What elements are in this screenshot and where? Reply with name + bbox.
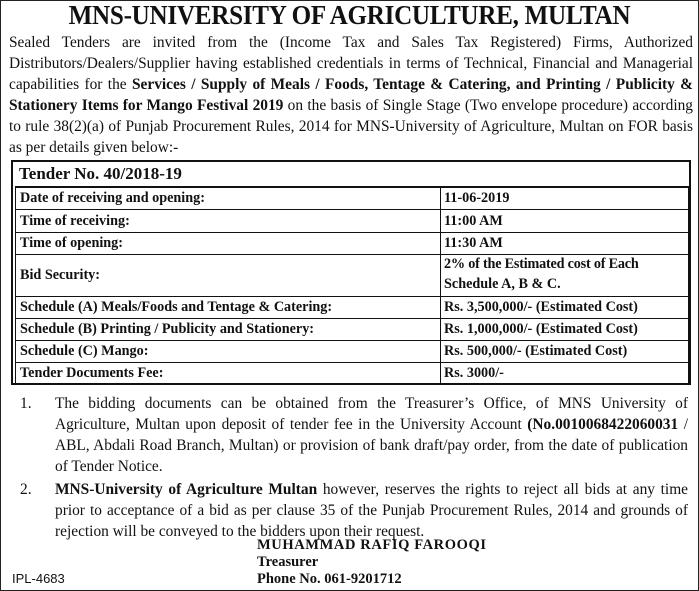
intro-paragraph — [9, 32, 693, 158]
signatory-designation: Treasurer — [257, 554, 319, 570]
tender-table — [11, 160, 691, 385]
table-row — [16, 340, 690, 362]
table-row — [16, 209, 690, 232]
row-label: Time of opening: — [20, 235, 123, 251]
table-row — [16, 254, 690, 296]
list-item — [20, 393, 688, 477]
intro-bold-services: Services / Supply of Meals / Foods, Tentage & Catering, and Printing / Publicity & Stationery Items for Mango Festival 2019 — [9, 76, 693, 114]
row-label: Date of receiving and opening: — [20, 190, 205, 206]
ipl-code: IPL-4683 — [12, 571, 65, 586]
page-title: MNS-UNIVERSITY OF AGRICULTURE, MULTAN — [68, 0, 631, 30]
row-label: Time of receiving: — [20, 213, 130, 229]
list-number: 2. — [20, 481, 32, 498]
list-number: 1. — [20, 395, 32, 412]
table-row — [16, 232, 690, 254]
list-item — [20, 479, 688, 542]
row-value: 11-06-2019 — [444, 190, 510, 206]
row-label: Schedule (B) Printing / Publicity and Stationery: — [20, 321, 315, 337]
row-label: Bid Security: — [20, 267, 100, 283]
note-university-name: MNS-University of Agriculture Multan — [55, 481, 318, 498]
intro-text-2: on the basis of Single Stage (Two envelope procedure) according to rule 38(2)(a) of Punjab Procurement Rules, 2014 for MNS-University of Agriculture, Multan on FOR basis as per details given below:- — [9, 97, 693, 156]
note-text-2: / ABL, Abdali Road Branch, Multan) or provision of bank draft/pay order, from the date of publication of Tender Notice. — [55, 416, 688, 475]
row-value-line2: Schedule A, B & C. — [444, 276, 561, 292]
row-label: Tender Documents Fee: — [20, 365, 164, 381]
row-value: Rs. 1,000,000/- (Estimated Cost) — [444, 321, 638, 337]
signature-block — [257, 537, 487, 588]
row-value: 11:00 AM — [444, 213, 503, 229]
row-value: 11:30 AM — [444, 235, 503, 251]
table-row — [16, 296, 690, 318]
tender-number: Tender No. 40/2018-19 — [19, 164, 182, 183]
note-account-number: (No.0010068422060031 — [527, 416, 679, 433]
row-value: 2% of the Estimated cost of Each — [444, 256, 639, 272]
signatory-phone: Phone No. 061-9201712 — [257, 571, 402, 587]
tender-details — [15, 186, 689, 383]
note-text-1: The bidding documents can be obtained from the Treasurer’s Office, of MNS University of Agriculture, Multan upon deposit of tender fee in the University Account — [55, 395, 688, 433]
row-label: Schedule (A) Meals/Foods and Tentage & Catering: — [20, 299, 333, 315]
terms-list — [20, 393, 688, 542]
intro-text-1: Sealed Tenders are invited from the (Income Tax and Sales Tax Registered) Firms, Authorized Distributors/Dealers/Supplier having established credentials in terms of Technical, Financial and Managerial capabilities for the — [9, 34, 693, 93]
table-row — [16, 362, 690, 384]
row-value: Rs. 3,500,000/- (Estimated Cost) — [444, 299, 638, 315]
table-row — [16, 187, 690, 209]
table-row — [16, 318, 690, 340]
note-text-2: however, reserves the rights to reject all bids at any time prior to acceptance of a bid as per clause 35 of the Punjab Procurement Rules, 2014 and grounds of rejection will be conveyed to the bidders upon their request. — [55, 481, 688, 540]
signatory-name: MUHAMMAD RAFIQ FAROOQI — [257, 537, 487, 553]
row-label: Schedule (C) Mango: — [20, 343, 149, 359]
row-value: Rs. 500,000/- (Estimated Cost) — [444, 343, 628, 359]
row-value: Rs. 3000/- — [444, 365, 504, 381]
